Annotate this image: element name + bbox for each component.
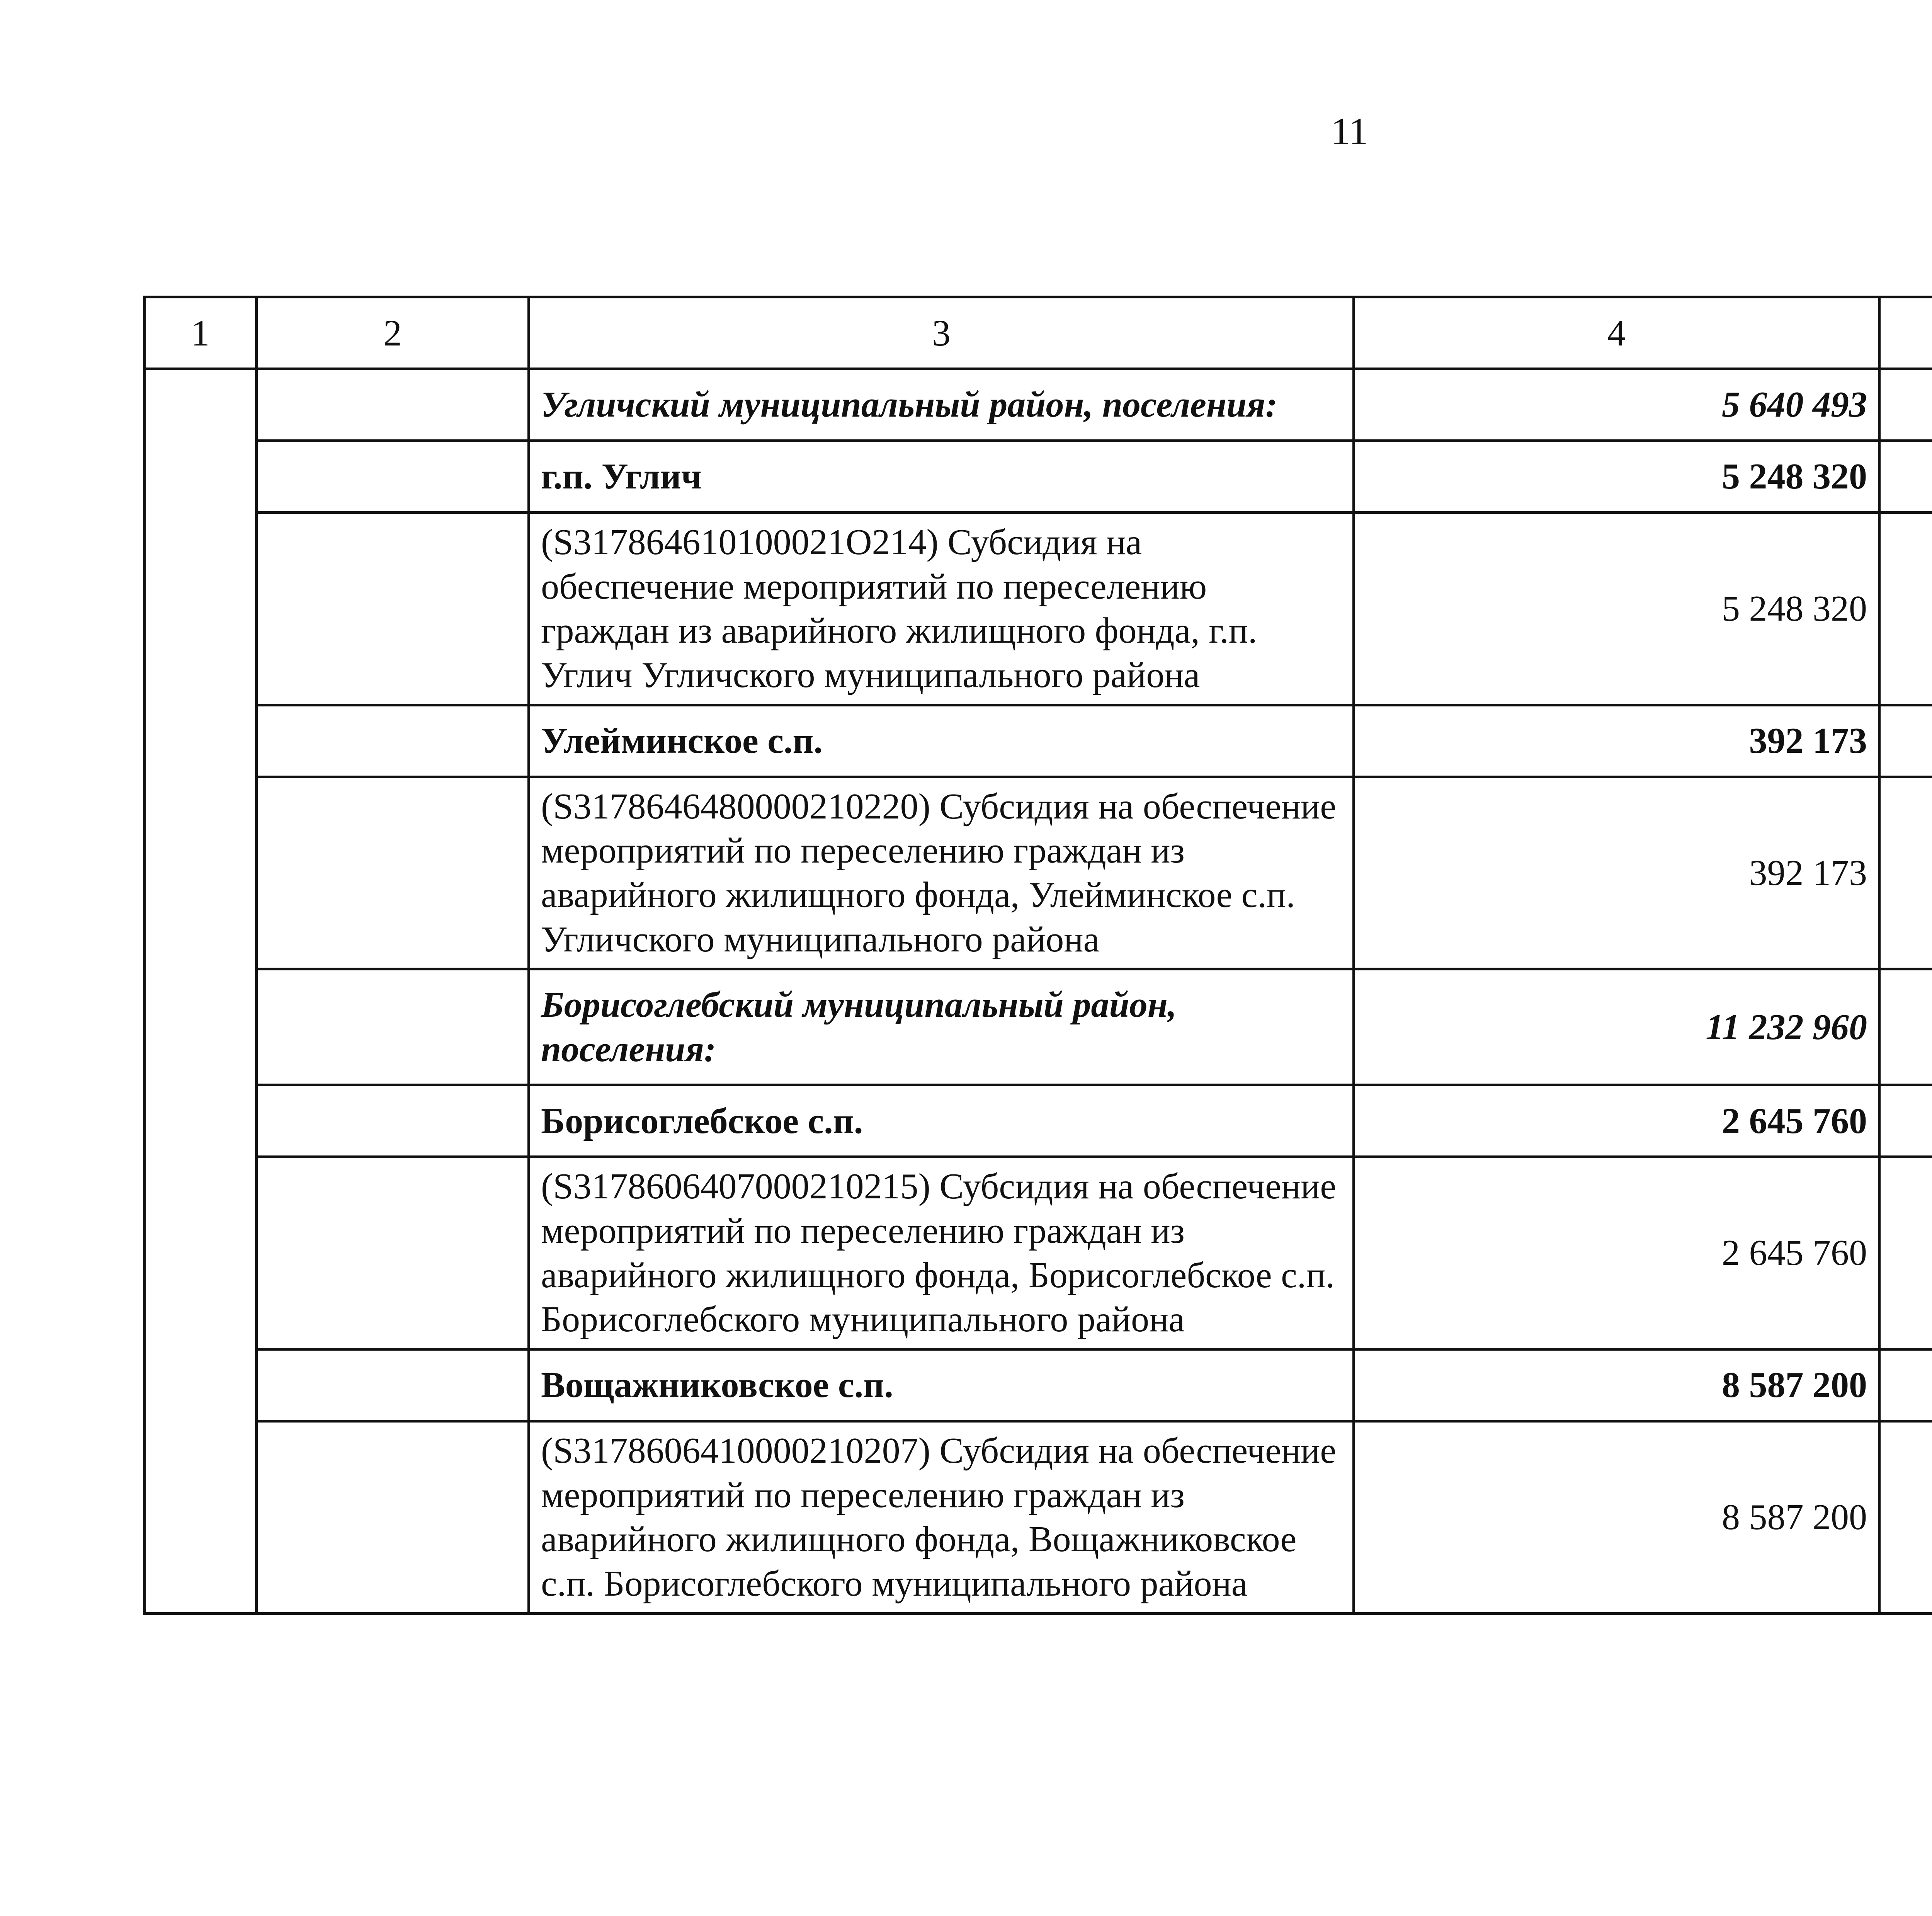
col5-value [1879, 1085, 1932, 1157]
row-name: Вощажниковское с.п. [529, 1349, 1354, 1421]
col4-value: 5 640 493 [1354, 369, 1879, 441]
code-cell [257, 1085, 529, 1157]
col5-value [1879, 369, 1932, 441]
column-header-1: 1 [145, 297, 257, 369]
table-row [145, 441, 1932, 513]
col4-value: 5 248 320 [1354, 513, 1879, 705]
col5-value [1879, 1349, 1932, 1421]
row-name: (S3178646480000210220) Субсидия на обеспечение мероприятий по переселению граждан из аварийного жилищного фонда, Улейминское с.п. Угличского муниципального района [529, 777, 1354, 969]
col5-value [1879, 777, 1932, 969]
row-name: (S3178606407000210215) Субсидия на обеспечение мероприятий по переселению граждан из аварийного жилищного фонда, Борисоглебское с.п. Борисоглебского муниципального района [529, 1157, 1354, 1349]
col5-value [1879, 1157, 1932, 1349]
row-number-cell [145, 369, 257, 1614]
column-header-3: 3 [529, 297, 1354, 369]
code-cell [257, 513, 529, 705]
table-row [145, 777, 1932, 969]
column-number-row [145, 297, 1932, 369]
col4-value: 2 645 760 [1354, 1157, 1879, 1349]
column-header-5 [1879, 297, 1932, 369]
table-row [145, 705, 1932, 777]
code-cell [257, 369, 529, 441]
table-row [145, 1085, 1932, 1157]
row-name: (S317864610100021O214) Субсидия на обеспечение мероприятий по переселению граждан из аварийного жилищного фонда, г.п. Углич Угличского муниципального района [529, 513, 1354, 705]
col5-value [1879, 513, 1932, 705]
col5-value [1879, 969, 1932, 1085]
col5-value [1879, 1421, 1932, 1614]
table-row [145, 369, 1932, 441]
row-name: Угличский муниципальный район, поселения: [529, 369, 1354, 441]
code-cell [257, 1349, 529, 1421]
col4-value: 11 232 960 [1354, 969, 1879, 1085]
table-row [145, 1421, 1932, 1614]
col5-value [1879, 441, 1932, 513]
code-cell [257, 1157, 529, 1349]
table-row [145, 1349, 1932, 1421]
col4-value: 5 248 320 [1354, 441, 1879, 513]
col4-value: 8 587 200 [1354, 1349, 1879, 1421]
table-row [145, 513, 1932, 705]
row-name: (S3178606410000210207) Субсидия на обеспечение мероприятий по переселению граждан из аварийного жилищного фонда, Вощажниковское с.п. Борисоглебского муниципального района [529, 1421, 1354, 1614]
column-header-2: 2 [257, 297, 529, 369]
page-number: 11 [1331, 110, 1368, 153]
col5-value [1879, 705, 1932, 777]
row-name: г.п. Углич [529, 441, 1354, 513]
row-name: Борисоглебское с.п. [529, 1085, 1354, 1157]
row-name: Борисоглебский муниципальный район, поселения: [529, 969, 1354, 1085]
table-row [145, 969, 1932, 1085]
col4-value: 392 173 [1354, 777, 1879, 969]
col4-value: 8 587 200 [1354, 1421, 1879, 1614]
column-header-4: 4 [1354, 297, 1879, 369]
code-cell [257, 441, 529, 513]
col4-value: 2 645 760 [1354, 1085, 1879, 1157]
code-cell [257, 705, 529, 777]
table-row [145, 1157, 1932, 1349]
budget-table [143, 296, 1932, 1615]
col4-value: 392 173 [1354, 705, 1879, 777]
code-cell [257, 1421, 529, 1614]
row-name: Улейминское с.п. [529, 705, 1354, 777]
code-cell [257, 969, 529, 1085]
code-cell [257, 777, 529, 969]
